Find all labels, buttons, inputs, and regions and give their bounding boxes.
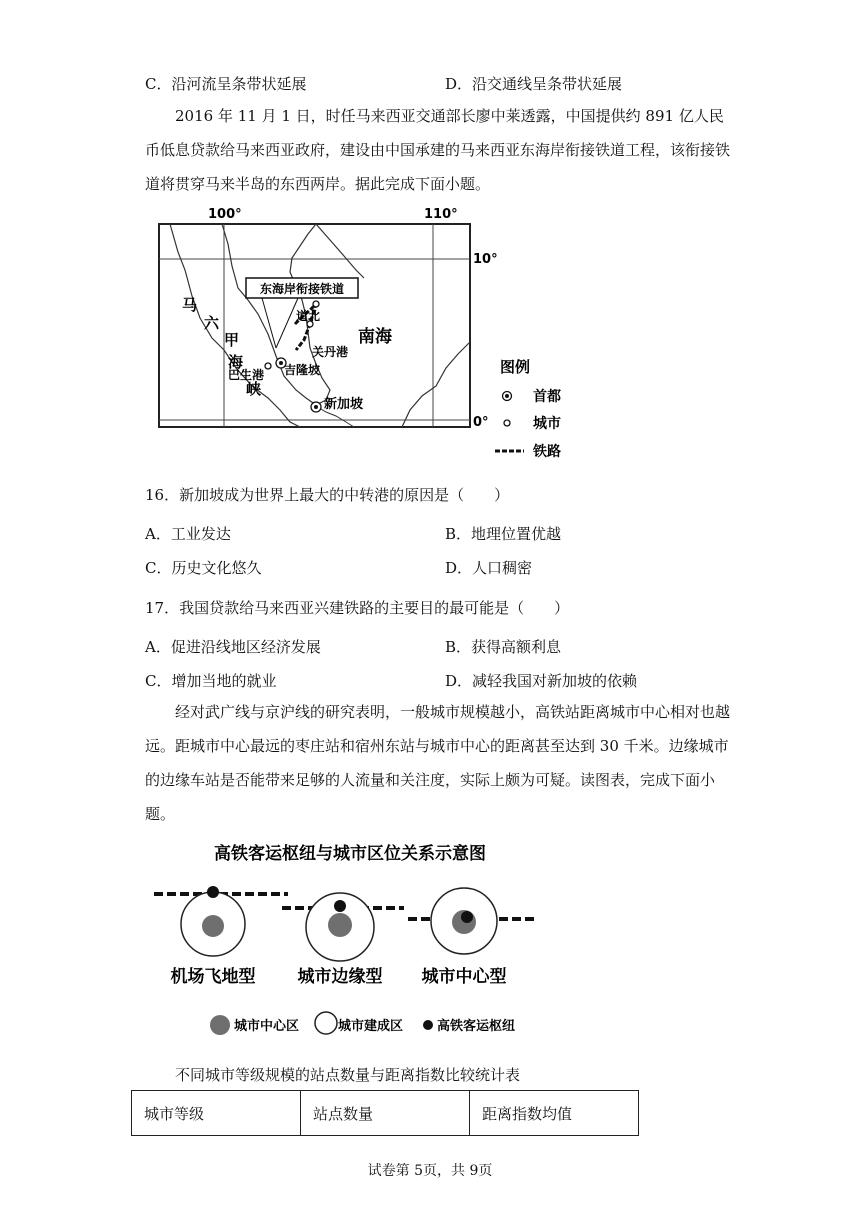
q16-option-c: C．历史文化悠久 [145,559,262,577]
table-header-row [132,1091,639,1136]
label-xinjiapo: 新加坡 [324,397,364,412]
type3-label: 城市中心型 [421,967,507,987]
q16-stem: 16．新加坡成为世界上最大的中转港的原因是（ ） [145,486,510,504]
q17-option-a: A．促进沿线地区经济发展 [145,638,321,656]
q16-option-a: A．工业发达 [145,525,231,543]
legend-center-label: 城市中心区 [234,1019,300,1034]
xinjiapo-marker-inner [314,405,318,409]
label-guandan: 关丹港 [312,345,349,359]
legend-center-icon [210,1015,230,1035]
label-jilongpo: 吉隆坡 [284,363,321,377]
jilongpo-marker-inner [279,361,283,365]
strait-char-4: 海 [228,353,244,371]
q17-option-d: D．减轻我国对新加坡的依赖 [445,672,638,690]
bashenggang-marker [265,363,271,369]
strait-char-1: 马 [182,296,198,314]
passage2-text: 经对武广线与京沪线的研究表明，一般城市规模越小，高铁站距离城市中心相对也越远。距城市中心最远的枣庄站和宿州东站与城市中心的距离甚至达到 30 千米。边缘城市的边缘车站是否能带来足够的人流量和关注度，实际上颇为可疑。读图表，完成下面小题。 [145,703,731,823]
type1-city-center [202,915,224,937]
q17-option-c: C．增加当地的就业 [145,672,277,690]
legend-title: 图例 [500,358,531,376]
table-caption: 不同城市等级规模的站点数量与距离指数比较统计表 [175,1066,521,1084]
passage-hsr [145,695,730,831]
legend-built-icon [315,1012,337,1034]
header-distance-index: 距离指数均值 [470,1091,639,1136]
option-d: D．沿交通线呈条带状延展 [445,75,623,93]
railway-callout-label: 东海岸衔接铁道 [259,282,345,296]
option-c: C．沿河流呈条带状延展 [145,75,307,93]
legend-hub-icon [423,1020,433,1030]
hsr-location-diagram [140,832,560,1046]
type1-hub [207,886,219,898]
legend-capital-label: 首都 [533,389,561,405]
station-stat-table [131,1090,639,1136]
strait-char-5: 峡 [246,380,262,398]
passage-text: 2016 年 11 月 1 日，时任马来西亚交通部长廖中莱透露，中国提供约 891 亿人民币低息贷款给马来西亚政府，建设由中国承建的马来西亚东海岸衔接铁道工程，该衔接铁道将贯穿马来半岛的东西两岸。据此完成下面小题。 [145,107,731,193]
lat-10-label: 10° [473,252,498,267]
type2-city-center [328,913,352,937]
legend-hub-label: 高铁客运枢纽 [437,1019,516,1034]
type2-hub [334,900,346,912]
type3-hub [461,911,473,923]
diagram-title: 高铁客运枢纽与城市区位关系示意图 [214,844,486,864]
q17-option-b: B．获得高额利息 [445,638,562,656]
legend-city-label: 城市 [533,416,561,432]
header-station-count: 站点数量 [301,1091,470,1136]
lon-110-label: 110° [424,207,458,222]
lat-0-label: 0° [473,415,489,430]
type1-label: 机场飞地型 [170,967,256,987]
lon-100-label: 100° [208,207,242,222]
legend-built-label: 城市建成区 [338,1019,404,1034]
strait-char-3: 甲 [224,331,240,349]
legend-capital-icon-dot [505,394,509,398]
label-daobei: 道北 [296,309,321,323]
legend-railway-label: 铁路 [533,444,561,460]
q17-stem: 17．我国贷款给马来西亚兴建铁路的主要目的最可能是（ ） [145,599,570,617]
label-south-sea: 南海 [358,327,392,347]
type2-label: 城市边缘型 [297,967,383,987]
passage-malaysia [145,99,730,201]
malaysia-map [140,200,610,462]
legend-city-icon [504,420,510,426]
label-bashenggang: 巴生港 [228,368,265,382]
daobei-marker [313,301,319,307]
page-footer: 试卷第 5页，共 9页 [367,1163,493,1179]
q16-option-d: D．人口稠密 [445,559,533,577]
strait-char-2: 六 [204,314,220,332]
q16-option-b: B．地理位置优越 [445,525,562,543]
header-city-level: 城市等级 [132,1091,301,1136]
